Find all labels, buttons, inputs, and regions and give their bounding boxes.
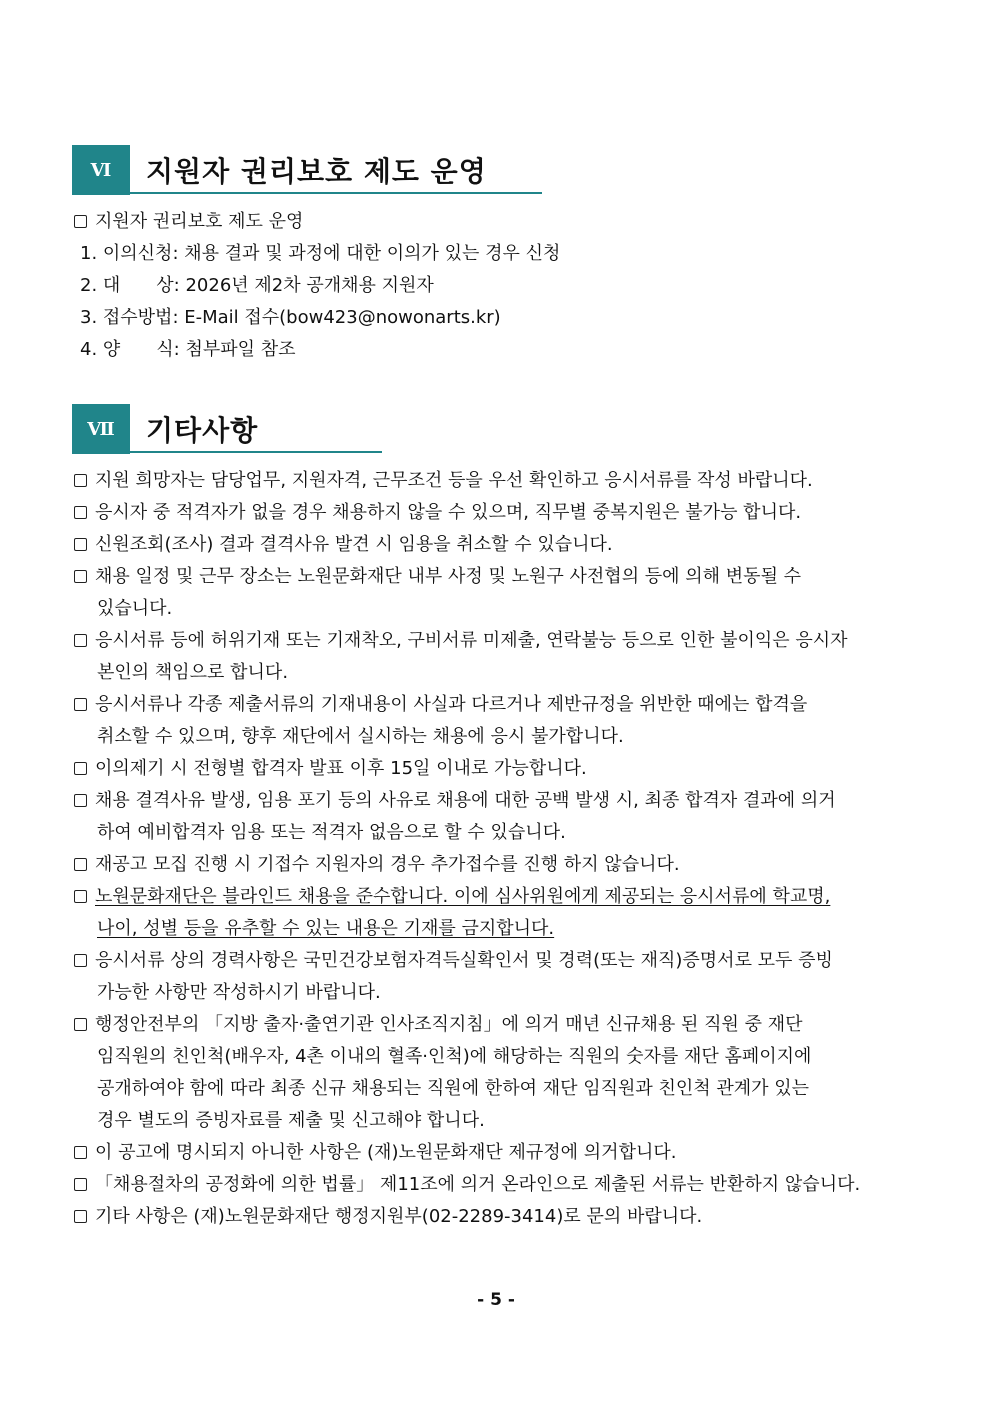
- square-bullet-icon: [74, 1018, 87, 1031]
- page-number: - 5 -: [477, 1290, 515, 1310]
- notice-item: [74, 754, 587, 780]
- square-bullet-icon: [74, 1210, 87, 1223]
- section-7-title: 기타사항: [146, 414, 259, 447]
- notice-item-continuation: [97, 1106, 485, 1132]
- notice-item-text: 이의제기 시 전형별 합격자 발표 이후 15일 이내로 가능합니다.: [95, 758, 587, 779]
- section-7-divider: [72, 451, 382, 453]
- notice-item-text: 가능한 사항만 작성하시기 바랍니다.: [97, 982, 381, 1003]
- section-7-header: [72, 404, 258, 454]
- notice-item-text: 임직원의 친인척(배우자, 4촌 이내의 혈족·인척)에 해당하는 직원의 숫자를 재단 홈페이지에: [97, 1046, 812, 1067]
- square-bullet-icon: [74, 890, 87, 903]
- notice-item: [74, 882, 830, 908]
- notice-item: [74, 850, 680, 876]
- notice-item-text: 기타 사항은 (재)노원문화재단 행정지원부(02-2289-3414)로 문의 바랍니다.: [95, 1206, 703, 1227]
- notice-item: [74, 626, 848, 652]
- square-bullet-icon: [74, 570, 87, 583]
- notice-item-text: 채용 결격사유 발생, 임용 포기 등의 사유로 채용에 대한 공백 발생 시, 최종 합격자 결과에 의거: [95, 790, 836, 811]
- notice-item-text: 지원 희망자는 담당업무, 지원자격, 근무조건 등을 우선 확인하고 응시서류를 작성 바랍니다.: [95, 470, 813, 491]
- notice-item-continuation: [97, 658, 288, 684]
- square-bullet-icon: [74, 474, 87, 487]
- notice-item: [74, 562, 801, 588]
- notice-item-text: 채용 일정 및 근무 장소는 노원문화재단 내부 사정 및 노원구 사전협의 등에 의해 변동될 수: [95, 566, 802, 587]
- notice-item-text: 신원조회(조사) 결과 결격사유 발견 시 임용을 취소할 수 있습니다.: [95, 534, 613, 555]
- notice-item: [74, 530, 613, 556]
- section-6-item: 4. 양 식: 첨부파일 참조: [80, 339, 296, 360]
- square-bullet-icon: [74, 506, 87, 519]
- notice-item-text: 응시서류 상의 경력사항은 국민건강보험자격득실확인서 및 경력(또는 재직)증명서로 모두 증빙: [95, 950, 833, 971]
- square-bullet-icon: [74, 762, 87, 775]
- notice-item-text: 하여 예비합격자 임용 또는 적격자 없음으로 할 수 있습니다.: [97, 822, 566, 843]
- section-6-divider: [72, 192, 542, 194]
- notice-item: [74, 1138, 676, 1164]
- square-bullet-icon: [74, 634, 87, 647]
- section-6-title: 지원자 권리보호 제도 운영: [146, 155, 487, 188]
- notice-item-text: 응시서류 등에 허위기재 또는 기재착오, 구비서류 미제출, 연락불능 등으로 인한 불이익은 응시자: [95, 630, 848, 651]
- notice-item-text: 취소할 수 있으며, 향후 재단에서 실시하는 채용에 응시 불가합니다.: [97, 726, 624, 747]
- notice-item-text: 이 공고에 명시되지 아니한 사항은 (재)노원문화재단 제규정에 의거합니다.: [95, 1142, 677, 1163]
- square-bullet-icon: [74, 858, 87, 871]
- square-bullet-icon: [74, 1178, 87, 1191]
- notice-item-text: 행정안전부의 「지방 출자·출연기관 인사조직지침」에 의거 매년 신규채용 된 직원 중 재단: [95, 1014, 803, 1035]
- notice-item-continuation: [97, 1074, 809, 1100]
- notice-item: [74, 946, 833, 972]
- notice-item-continuation: [97, 1042, 811, 1068]
- square-bullet-icon: [74, 1146, 87, 1159]
- section-6-header: [72, 145, 487, 195]
- notice-item-text: 본인의 책임으로 합니다.: [97, 662, 289, 683]
- square-bullet-icon: [74, 698, 87, 711]
- notice-item-text: 노원문화재단은 블라인드 채용을 준수합니다. 이에 심사위원에게 제공되는 응시서류에 학교명,: [95, 886, 831, 907]
- notice-item: [74, 1202, 702, 1228]
- notice-item: [74, 786, 836, 812]
- section-6-item: 1. 이의신청: 채용 결과 및 과정에 대한 이의가 있는 경우 신청: [80, 243, 561, 264]
- square-bullet-icon: [74, 954, 87, 967]
- section-6-item: 2. 대 상: 2026년 제2차 공개채용 지원자: [80, 275, 434, 296]
- section-7-number: Ⅶ: [72, 404, 130, 454]
- square-bullet-icon: [74, 215, 87, 228]
- notice-item: [74, 498, 801, 524]
- notice-item-text: 응시서류나 각종 제출서류의 기재내용이 사실과 다르거나 제반규정을 위반한 때에는 합격을: [95, 694, 808, 715]
- notice-item: [74, 690, 807, 716]
- notice-item-text: 재공고 모집 진행 시 기접수 지원자의 경우 추가접수를 진행 하지 않습니다.: [95, 854, 680, 875]
- notice-item: [74, 1010, 803, 1036]
- notice-item: [74, 466, 813, 492]
- notice-item-continuation: [97, 818, 566, 844]
- section-6-heading-item: 지원자 권리보호 제도 운영: [74, 207, 303, 233]
- notice-item-text: 있습니다.: [97, 598, 173, 619]
- notice-item-continuation: [97, 594, 172, 620]
- notice-item-continuation: [97, 722, 624, 748]
- section-6-number: Ⅵ: [72, 145, 130, 195]
- section-6-item: 3. 접수방법: E-Mail 접수(bow423@nowonarts.kr): [80, 307, 501, 328]
- notice-item-text: 경우 별도의 증빙자료를 제출 및 신고해야 합니다.: [97, 1110, 485, 1131]
- notice-item-text: 응시자 중 적격자가 없을 경우 채용하지 않을 수 있으며, 직무별 중복지원은 불가능 합니다.: [95, 502, 802, 523]
- notice-item-continuation: [97, 978, 381, 1004]
- square-bullet-icon: [74, 794, 87, 807]
- notice-item: [74, 1170, 860, 1196]
- square-bullet-icon: [74, 538, 87, 551]
- notice-item-text: 「채용절차의 공정화에 의한 법률」 제11조에 의거 온라인으로 제출된 서류는 반환하지 않습니다.: [95, 1174, 861, 1195]
- notice-item-text: 공개하여야 함에 따라 최종 신규 채용되는 직원에 한하여 재단 임직원과 친인척 관계가 있는: [97, 1078, 810, 1099]
- notice-item-continuation: [97, 914, 554, 940]
- notice-item-text: 나이, 성별 등을 유추할 수 있는 내용은 기재를 금지합니다.: [97, 918, 555, 939]
